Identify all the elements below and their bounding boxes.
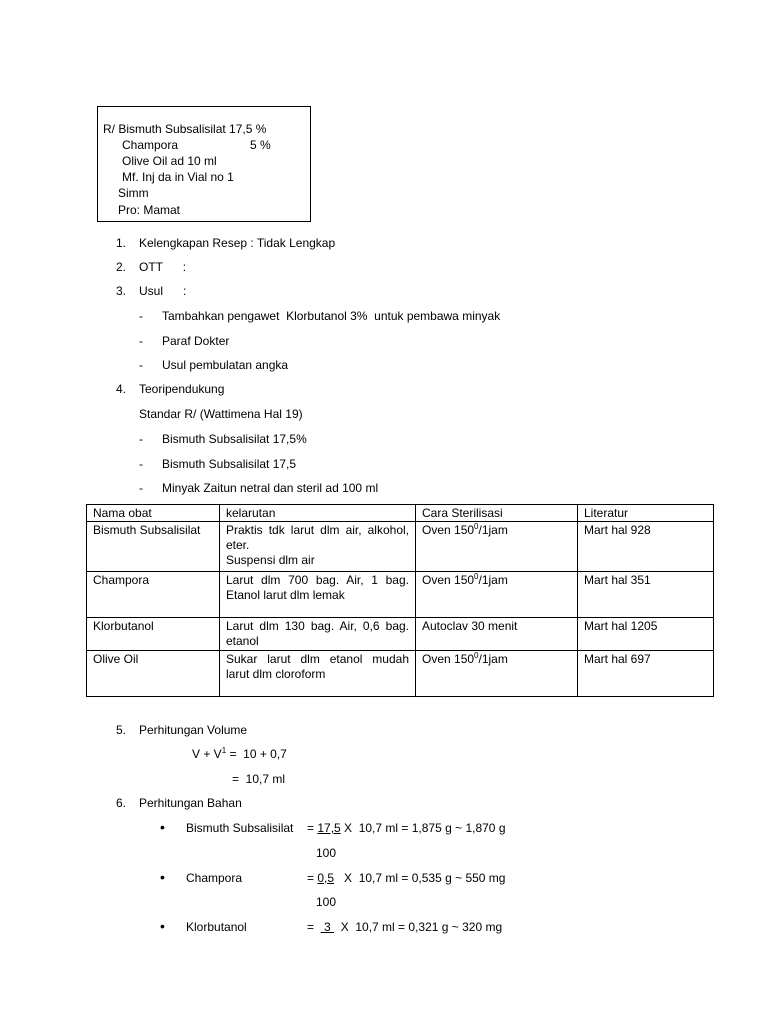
cell-kelarutan: Praktis tdk larut dlm air, alkohol, eter. Suspensi dlm air xyxy=(220,522,416,572)
usul-item: Tambahkan pengawet Klorbutanol 3% untuk pembawa minyak xyxy=(162,309,501,323)
bullet-icon: • xyxy=(160,918,165,934)
rx-line-4: Mf. Inj da in Vial no 1 xyxy=(122,170,234,184)
rx-line-5: Simm xyxy=(118,186,149,200)
volume-equation-2: = 10,7 ml xyxy=(232,772,286,786)
dash: - xyxy=(139,481,143,495)
item-2-number: 2. xyxy=(115,260,126,274)
teori-item: Minyak Zaitun netral dan steril ad 100 ml xyxy=(162,481,379,495)
item-5-number: 5. xyxy=(115,723,126,737)
header-kelarutan: kelarutan xyxy=(220,505,416,522)
cell-kelarutan: Sukar larut dlm etanol mudah larut dlm cloroform xyxy=(220,651,416,697)
item-3-text: Usul : xyxy=(139,284,187,298)
table-row xyxy=(87,651,714,697)
dash: - xyxy=(139,334,143,348)
dash: - xyxy=(139,309,143,323)
header-cara-sterilisasi: Cara Sterilisasi xyxy=(416,505,578,522)
rx-line-1: R/ Bismuth Subsalisilat 17,5 % xyxy=(103,122,267,136)
dash: - xyxy=(139,358,143,372)
cell-kelarutan: Larut dlm 700 bag. Air, 1 bag. Etanol larut dlm lemak xyxy=(220,572,416,618)
cell-kelarutan: Larut dlm 130 bag. Air, 0,6 bag. etanol xyxy=(220,618,416,651)
cell-nama: Champora xyxy=(87,572,220,618)
drug-table xyxy=(86,504,714,697)
item-1-text: Kelengkapan Resep : Tidak Lengkap xyxy=(139,236,336,250)
item-3-number: 3. xyxy=(115,284,126,298)
bahan-title: Perhitungan Bahan xyxy=(139,796,242,810)
prescription-box xyxy=(97,106,311,222)
cell-literatur: Mart hal 1205 xyxy=(578,618,714,651)
cell-sterilisasi: Oven $150^0/1jam$ xyxy=(416,572,578,618)
table-row xyxy=(87,572,714,618)
dash: - xyxy=(139,457,143,471)
volume-title: Perhitungan Volume xyxy=(139,723,248,737)
cell-nama: Klorbutanol xyxy=(87,618,220,651)
cell-literatur: Mart hal 697 xyxy=(578,651,714,697)
rx-line-3: Olive Oil ad 10 ml xyxy=(122,154,217,168)
bahan-calc: = 17,5 X 10,7 ml = 1,875 g ~ 1,870 g xyxy=(307,821,506,835)
rx-line-6: Pro: Mamat xyxy=(118,203,181,217)
cell-sterilisasi: Autoclav 30 menit xyxy=(416,618,578,651)
cell-sterilisasi: Oven $150^0/1jam$ xyxy=(416,651,578,697)
rx-line-2-pct: 5 % xyxy=(250,138,271,152)
cell-sterilisasi: Oven $150^0/1jam$ xyxy=(416,522,578,572)
dash: - xyxy=(139,432,143,446)
item-6-number: 6. xyxy=(115,796,126,810)
item-1-number: 1. xyxy=(115,236,126,250)
cell-nama: Bismuth Subsalisilat xyxy=(87,522,220,572)
standar-line: Standar R/ (Wattimena Hal 19) xyxy=(139,407,303,421)
table-row xyxy=(87,618,714,651)
bullet-icon: • xyxy=(160,819,165,835)
item-4-number: 4. xyxy=(115,382,126,396)
item-2-text: OTT : xyxy=(139,260,187,274)
cell-literatur: Mart hal 351 xyxy=(578,572,714,618)
bahan-denominator: 100 xyxy=(316,895,337,909)
table-row xyxy=(87,522,714,572)
usul-item: Usul pembulatan angka xyxy=(162,358,289,372)
cell-literatur: Mart hal 928 xyxy=(578,522,714,572)
teori-item: Bismuth Subsalisilat 17,5 xyxy=(162,457,297,471)
bahan-calc: = 3 X 10,7 ml = 0,321 g ~ 320 mg xyxy=(307,920,503,934)
bahan-name: Champora xyxy=(186,871,243,885)
header-nama-obat: Nama obat xyxy=(87,505,220,522)
item-4-text: Teoripendukung xyxy=(139,382,225,396)
bullet-icon: • xyxy=(160,869,165,885)
teori-item: Bismuth Subsalisilat 17,5% xyxy=(162,432,307,446)
header-literatur: Literatur xyxy=(578,505,714,522)
bahan-name: Bismuth Subsalisilat xyxy=(186,821,294,835)
bahan-name: Klorbutanol xyxy=(186,920,247,934)
bahan-calc: = 0,5 X 10,7 ml = 0,535 g ~ 550 mg xyxy=(307,871,506,885)
rx-line-2: Champora xyxy=(122,138,179,152)
bahan-denominator: 100 xyxy=(316,846,337,860)
table-header-row xyxy=(87,505,714,522)
cell-nama: Olive Oil xyxy=(87,651,220,697)
volume-equation-1: $V + V^1 = 10 + 0,7$ xyxy=(192,746,287,761)
usul-item: Paraf Dokter xyxy=(162,334,230,348)
